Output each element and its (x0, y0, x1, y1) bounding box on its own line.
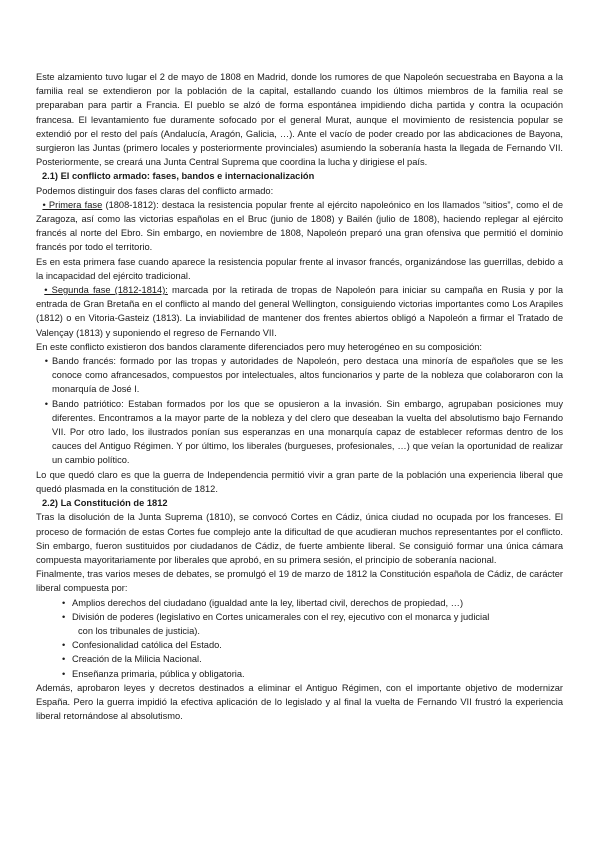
bullet-icon: • (62, 597, 66, 608)
constitution-item-text: Enseñanza primaria, pública y obligatoria. (72, 668, 245, 679)
bullet-icon: • (44, 398, 48, 409)
constitution-item-text: Creación de la Milicia Nacional. (72, 654, 202, 665)
final-paragraph: Además, aprobaron leyes y decretos destinados a eliminar el Antiguo Régimen, con el importante objetivo de modernizar España. Pero la guerra impidió la efectiva aplicación de lo legislado y al final la vuelta de Fernando VII frustró la experiencia liberal retornándose al absolutismo. (36, 682, 563, 722)
bando-patriotico-text: Bando patriótico: Estaban formados por los que se opusieron a la invasión. Sin embargo, agrupaban posiciones muy diferentes. Encontramos a la mayor parte de la nobleza y del clero que deseaban la vuelta del absolutismo bajo Fernando VII. Por otro lado, los ilustrados ponían sus esperanzas en una monarquía capaz de establecer reformas dentro de los cauces del Antiguo Régimen. Y por último, los liberales (burgueses, profesionales, …) que veían la oportunidad de realizar un cambio político. (52, 398, 563, 466)
phase2-text: marcada por la retirada de tropas de Napoleón para iniciar su campaña en Rusia y por la entrada de Gran Bretaña en el conflicto al mando del general Wellington, consiguiendo victorias importantes como Los Arapiles (1812) o en Vitoria-Gasteiz (1813). La inviabilidad de mantener dos frentes abiertos obligó a Napoleón a firmar el Tratado de Valençay (1813) y suponiendo el regreso de Fernando VII. (36, 285, 564, 338)
document-page (36, 70, 563, 723)
cortes-paragraph: Tras la disolución de la Junta Suprema (1810), se convocó Cortes en Cádiz, única ciudad no ocupada por los franceses. El proceso de formación de estas Cortes fue complejo ante la dificultad de que acudieran muchos representantes por el conflicto. Sin embargo, fueron sustituidos por ciudadanos de Cádiz, de fuerte ambiente liberal. Se consiguió formar una única cámara compuesta mayoritariamente por liberales que aprobó, en su primera sesión, el principio de soberanía nacional. (36, 512, 563, 565)
intro-paragraph: Este alzamiento tuvo lugar el 2 de mayo de 1808 en Madrid, donde los rumores de que Napoleón secuestraba en Bayona a la familia real se extendieron por la población de la capital, estallando cuando los últimos miembros de la familia real se preparaban para partir a Francia. El pueblo se alzó de forma espontánea impidiendo dicha partida y contra la ocupación francesa. El levantamiento fue duramente sofocado por el general Murat, aunque el movimiento de resistencia popular se extendió por el resto del país (Andalucía, Aragón, Galicia, …). Ante el vacío de poder creado por las abdicaciones de Bayona, surgieron las Juntas (primero locales y posteriormente provinciales) asumiendo la soberanía hasta la llegada de Fernando VII. Posteriormente, se creará una Junta Central Suprema que coordina la lucha y dirigiese el país. (36, 72, 563, 168)
phase2-label: • Segunda fase (1812-1814): (44, 285, 168, 296)
phase1-note: Es en esta primera fase cuando aparece la resistencia popular frente al invasor francés, organizándose las guerrillas, debido a la incapacidad del ejército tradicional. (36, 256, 563, 281)
bando-frances-text: Bando francés: formado por las tropas y autoridades de Napoleón, pero destaca una minoría de españoles que se les conoce como afrancesados, compuestos por intelectuales, altos funcionarios y parte de la nobleza que colaboraron con la monarquía de José I. (52, 356, 563, 395)
constitution-item (62, 652, 563, 666)
constitution-item-continuation-text: con los tribunales de justicia). (78, 625, 200, 636)
phase1-paragraph (36, 198, 563, 255)
constitution-item (62, 596, 563, 610)
constitution-item (62, 667, 563, 681)
constitution-item-continuation (62, 624, 563, 638)
bullet-icon: • (62, 611, 66, 622)
section-heading-constitution: 2.2) La Constitución de 1812 (42, 498, 168, 509)
constitution-item-text: División de poderes (legislativo en Cortes unicamerales con el rey, ejecutivo con el monarca y judicial (72, 611, 490, 622)
bandos-lead: En este conflicto existieron dos bandos claramente diferenciados pero muy heterogéneo en su composición: (36, 341, 482, 352)
bullet-icon: • (62, 654, 66, 665)
bando-patriotico-item (36, 397, 563, 468)
bando-frances-item (36, 354, 563, 397)
bullet-icon: • (62, 640, 66, 651)
constitution-item-text: Amplios derechos del ciudadano (igualdad ante la ley, libertad civil, derechos de propiedad, …) (72, 597, 464, 608)
section-heading-conflict: 2.1) El conflicto armado: fases, bandos e internacionalización (42, 171, 315, 182)
promulgation-paragraph: Finalmente, tras varios meses de debates, se promulgó el 19 de marzo de 1812 la Constitución española de Cádiz, de carácter liberal compuesta por: (36, 569, 563, 594)
phase1-label: • Primera fase (42, 199, 103, 210)
constitution-item-text: Confesionalidad católica del Estado. (72, 640, 222, 651)
bullet-icon: • (62, 668, 66, 679)
phases-lead: Podemos distinguir dos fases claras del conflicto armado: (36, 185, 274, 196)
phase1-text: (1808-1812): destaca la resistencia popular frente al ejército napoleónico en los llamados “sitios”, como el de Zaragoza, así como las victorias españolas en el Bruc (junio de 1808) y Bailén (julio de 1808), haciendo replegar al ejército francés al norte del Ebro. Sin embargo, en noviembre de 1808, Napoleón preparó una gran ofensiva que permitió el dominio francés por todo el territorio. (36, 199, 563, 253)
constitution-item (62, 610, 563, 624)
bullet-icon: • (44, 356, 48, 367)
constitution-item (62, 638, 563, 652)
phase2-paragraph (36, 283, 563, 340)
conflict-conclusion: Lo que quedó claro es que la guerra de Independencia permitió vivir a gran parte de la población una experiencia liberal que quedó plasmada en la constitución de 1812. (36, 469, 563, 494)
